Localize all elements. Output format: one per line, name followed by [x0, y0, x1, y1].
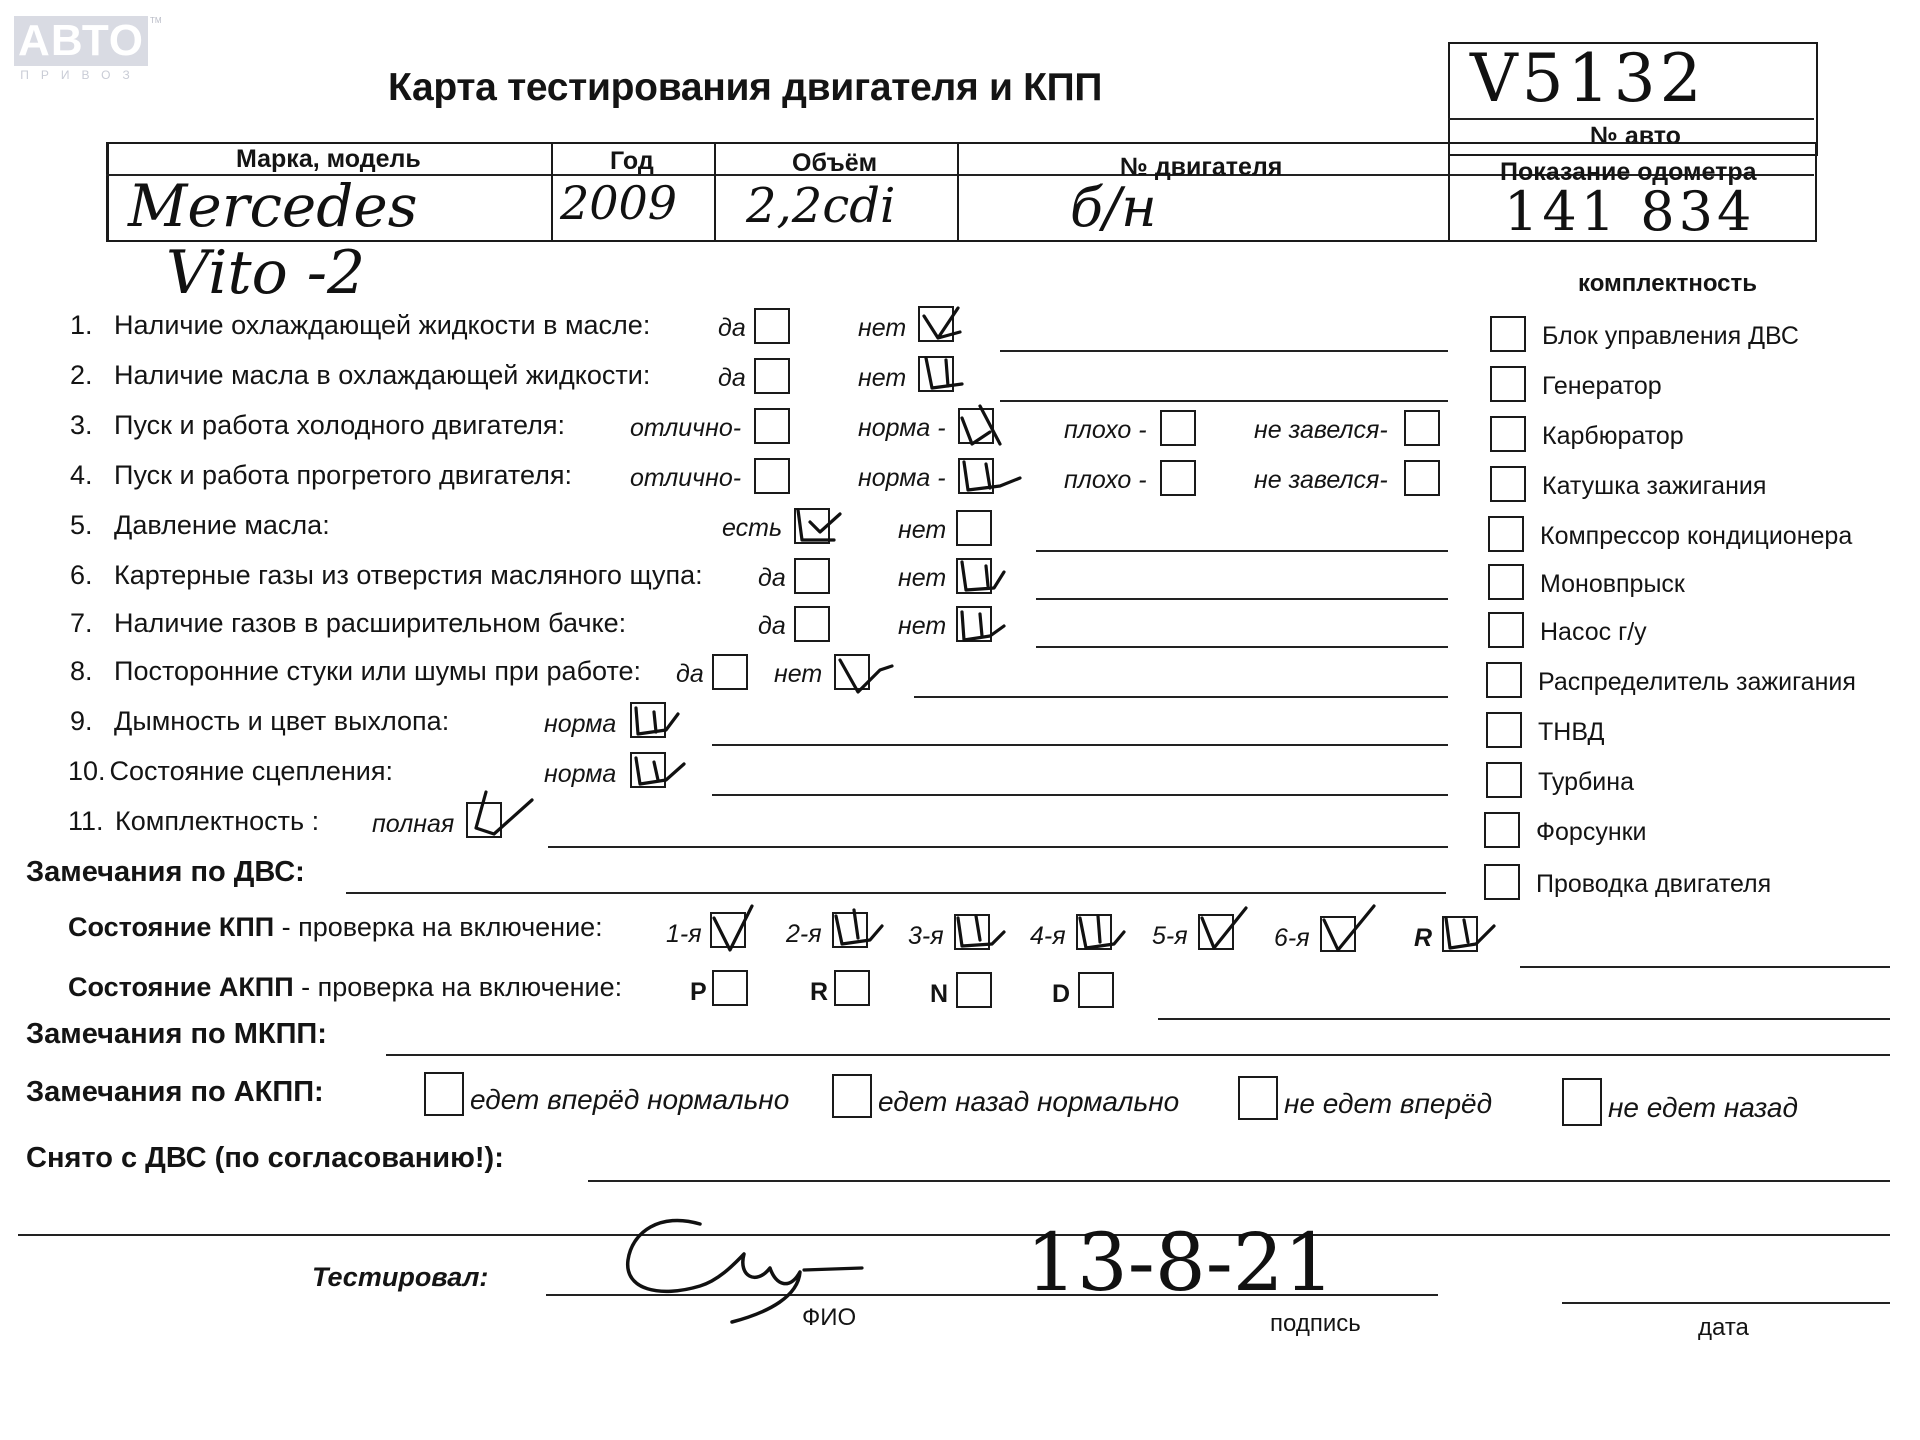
kpp-gear-1-label: 1-я — [666, 920, 702, 948]
kpp-gear-6-label: 6-я — [1274, 924, 1310, 952]
q8-yes-checkbox[interactable] — [712, 654, 748, 690]
q6-opt-yes: да — [758, 564, 786, 592]
q3-opt-not-started: не завелся- — [1254, 416, 1388, 444]
akpp-mode-p-checkbox[interactable] — [712, 970, 748, 1006]
akpp-label: Состояние АКПП - проверка на включение: — [68, 972, 623, 1002]
komplekt-item-7-checkbox[interactable] — [1488, 612, 1524, 648]
komplekt-item-5: Компрессор кондиционера — [1540, 522, 1853, 550]
akpp-mode-n-label: N — [930, 980, 949, 1008]
komplekt-item-8: Распределитель зажигания — [1538, 668, 1856, 696]
tested-label: Тестировал: — [312, 1262, 489, 1292]
komplekt-item-9: ТНВД — [1538, 718, 1605, 746]
q6-no-checkbox[interactable] — [956, 558, 992, 594]
kpp-gear-2-checkbox[interactable] — [832, 912, 868, 948]
removed-label: Снято с ДВС (по согласованию!): — [26, 1142, 504, 1174]
kpp-gear-4-label: 4-я — [1030, 922, 1066, 950]
question-8: 8. Посторонние стуки или шумы при работе: — [70, 656, 642, 686]
header-brand: Марка, модель — [236, 145, 421, 173]
q7-yes-checkbox[interactable] — [794, 606, 830, 642]
q4-excellent-checkbox[interactable] — [754, 458, 790, 494]
q9-opt-normal: норма — [544, 710, 617, 738]
page-title: Карта тестирования двигателя и КПП — [388, 66, 1103, 109]
q5-no-checkbox[interactable] — [956, 510, 992, 546]
komplekt-item-9-checkbox[interactable] — [1486, 712, 1522, 748]
logo-tm: TM — [150, 16, 162, 25]
kpp-gear-3-label: 3-я — [908, 922, 944, 950]
q10-normal-checkbox[interactable] — [630, 752, 666, 788]
q2-opt-no: нет — [858, 364, 907, 392]
kpp-gear-1-checkbox[interactable] — [710, 912, 746, 948]
q3-not-started-checkbox[interactable] — [1404, 410, 1440, 446]
komplekt-item-5-checkbox[interactable] — [1488, 516, 1524, 552]
akpp-forward-ok-checkbox[interactable] — [424, 1072, 464, 1116]
q1-no-checkbox[interactable] — [918, 306, 954, 342]
question-6: 6. Картерные газы из отверстия масляного щупа: — [70, 560, 703, 590]
header-odometer: Показание одометра — [1500, 158, 1757, 186]
q5-opt-no: нет — [898, 516, 947, 544]
question-3: 3. Пуск и работа холодного двигателя: — [70, 410, 566, 440]
akpp-backward-ok-checkbox[interactable] — [832, 1074, 872, 1118]
akpp-mode-r-checkbox[interactable] — [834, 970, 870, 1006]
q11-full-checkbox[interactable] — [466, 802, 502, 838]
q7-opt-yes: да — [758, 612, 786, 640]
q8-opt-no: нет — [774, 660, 823, 688]
q3-opt-normal: норма - — [858, 414, 946, 442]
komplekt-item-12-checkbox[interactable] — [1484, 864, 1520, 900]
q8-opt-yes: да — [676, 660, 704, 688]
akpp-mode-d-label: D — [1052, 980, 1071, 1008]
komplekt-item-6-checkbox[interactable] — [1488, 564, 1524, 600]
kpp-gear-r-checkbox[interactable] — [1442, 916, 1478, 952]
komplekt-item-3-checkbox[interactable] — [1490, 416, 1526, 452]
remarks-akpp-label: Замечания по АКПП: — [26, 1076, 324, 1108]
komplekt-item-1-checkbox[interactable] — [1490, 316, 1526, 352]
auto-no-label: № авто — [1590, 122, 1681, 150]
q3-opt-excellent: отлично- — [630, 414, 742, 442]
komplekt-item-10: Турбина — [1538, 768, 1634, 796]
q9-normal-checkbox[interactable] — [630, 702, 666, 738]
q2-yes-checkbox[interactable] — [754, 358, 790, 394]
signature-label: подпись — [1270, 1310, 1361, 1337]
komplekt-item-2-checkbox[interactable] — [1490, 366, 1526, 402]
fio-label: ФИО — [802, 1304, 857, 1331]
remarks-mkpp-label: Замечания по МКПП: — [26, 1018, 327, 1050]
value-model-extra: Vito -2 — [166, 238, 366, 308]
logo-sub: ПРИВОЗ — [20, 68, 142, 82]
q1-opt-no: нет — [858, 314, 907, 342]
q3-bad-checkbox[interactable] — [1160, 410, 1196, 446]
q4-bad-checkbox[interactable] — [1160, 460, 1196, 496]
header-engine-no: № двигателя — [1120, 153, 1283, 181]
q2-opt-yes: да — [718, 364, 746, 392]
logo — [14, 16, 162, 82]
value-odometer: 141 834 — [1504, 180, 1756, 243]
value-year: 2009 — [560, 176, 678, 230]
q3-normal-checkbox[interactable] — [958, 408, 994, 444]
akpp-mode-n-checkbox[interactable] — [956, 972, 992, 1008]
question-4: 4. Пуск и работа прогретого двигателя: — [70, 460, 572, 490]
question-2: 2. Наличие масла в охлаждающей жидкости: — [70, 360, 651, 390]
kpp-gear-4-checkbox[interactable] — [1076, 914, 1112, 950]
komplekt-item-11-checkbox[interactable] — [1484, 812, 1520, 848]
q10-opt-normal: норма — [544, 760, 617, 788]
komplekt-item-3: Карбюратор — [1542, 422, 1684, 450]
q4-not-started-checkbox[interactable] — [1404, 460, 1440, 496]
q11-opt-full: полная — [372, 810, 455, 838]
komplekt-item-1: Блок управления ДВС — [1542, 322, 1799, 350]
q7-opt-no: нет — [898, 612, 947, 640]
q4-opt-normal: норма - — [858, 464, 946, 492]
remarks-dvs-label: Замечания по ДВС: — [26, 856, 305, 888]
q7-no-checkbox[interactable] — [956, 606, 992, 642]
komplekt-item-11: Форсунки — [1536, 818, 1647, 846]
kpp-label: Состояние КПП - проверка на включение: — [68, 912, 603, 942]
q1-opt-yes: да — [718, 314, 746, 342]
komplekt-item-4: Катушка зажигания — [1542, 472, 1767, 500]
auto-no-value: V5132 — [1470, 40, 1706, 117]
question-1: 1. Наличие охлаждающей жидкости в масле: — [70, 310, 651, 340]
q4-opt-excellent: отлично- — [630, 464, 742, 492]
logo-text: АВТО — [14, 16, 148, 66]
question-9: 9. Дымность и цвет выхлопа: — [70, 706, 450, 736]
question-11: 11. Комплектность : — [68, 806, 320, 836]
komplekt-item-7: Насос г/у — [1540, 618, 1647, 646]
question-10: 10. Состояние сцепления: — [68, 756, 393, 786]
kpp-gear-r-label: R — [1414, 924, 1433, 952]
q3-opt-bad: плохо - — [1064, 416, 1147, 444]
question-7: 7. Наличие газов в расширительном бачке: — [70, 608, 627, 638]
header-year: Год — [610, 147, 654, 175]
komplekt-item-6: Моновпрыск — [1540, 570, 1685, 598]
q4-opt-bad: плохо - — [1064, 466, 1147, 494]
akpp-forward-ok-label: едет вперёд нормально — [470, 1084, 790, 1115]
akpp-mode-d-checkbox[interactable] — [1078, 972, 1114, 1008]
q5-yes-checkbox[interactable] — [794, 508, 830, 544]
handwritten-date: 13-8-21 — [1026, 1216, 1335, 1309]
kpp-gear-5-label: 5-я — [1152, 922, 1188, 950]
q3-excellent-checkbox[interactable] — [754, 408, 790, 444]
value-brand: Mercedes — [128, 172, 418, 240]
q4-opt-not-started: не завелся- — [1254, 466, 1388, 494]
akpp-no-forward-label: не едет вперёд — [1284, 1088, 1493, 1119]
komplekt-item-10-checkbox[interactable] — [1486, 762, 1522, 798]
q1-yes-checkbox[interactable] — [754, 308, 790, 344]
header-volume: Объём — [792, 149, 878, 177]
komplekt-item-2: Генератор — [1542, 372, 1662, 400]
akpp-backward-ok-label: едет назад нормально — [878, 1086, 1180, 1117]
komplekt-title: комплектность — [1578, 270, 1758, 297]
akpp-mode-r-label: R — [810, 978, 829, 1006]
q5-opt-yes: есть — [722, 514, 783, 542]
date-label: дата — [1698, 1314, 1749, 1341]
akpp-no-backward-checkbox[interactable] — [1562, 1078, 1602, 1126]
value-volume: 2,2cdi — [746, 178, 896, 234]
q4-normal-checkbox[interactable] — [958, 458, 994, 494]
q8-no-checkbox[interactable] — [834, 654, 870, 690]
kpp-gear-5-checkbox[interactable] — [1198, 914, 1234, 950]
komplekt-item-8-checkbox[interactable] — [1486, 662, 1522, 698]
question-5: 5. Давление масла: — [70, 510, 330, 540]
q6-yes-checkbox[interactable] — [794, 558, 830, 594]
kpp-gear-6-checkbox[interactable] — [1320, 916, 1356, 952]
value-engine-no: б/н — [1070, 176, 1157, 239]
akpp-no-backward-label: не едет назад — [1608, 1092, 1798, 1123]
akpp-mode-p-label: P — [690, 978, 707, 1006]
q2-no-checkbox[interactable] — [918, 356, 954, 392]
akpp-no-forward-checkbox[interactable] — [1238, 1076, 1278, 1120]
kpp-gear-3-checkbox[interactable] — [954, 914, 990, 950]
q6-opt-no: нет — [898, 564, 947, 592]
komplekt-item-4-checkbox[interactable] — [1490, 466, 1526, 502]
kpp-gear-2-label: 2-я — [786, 920, 822, 948]
komplekt-item-12: Проводка двигателя — [1536, 870, 1772, 898]
